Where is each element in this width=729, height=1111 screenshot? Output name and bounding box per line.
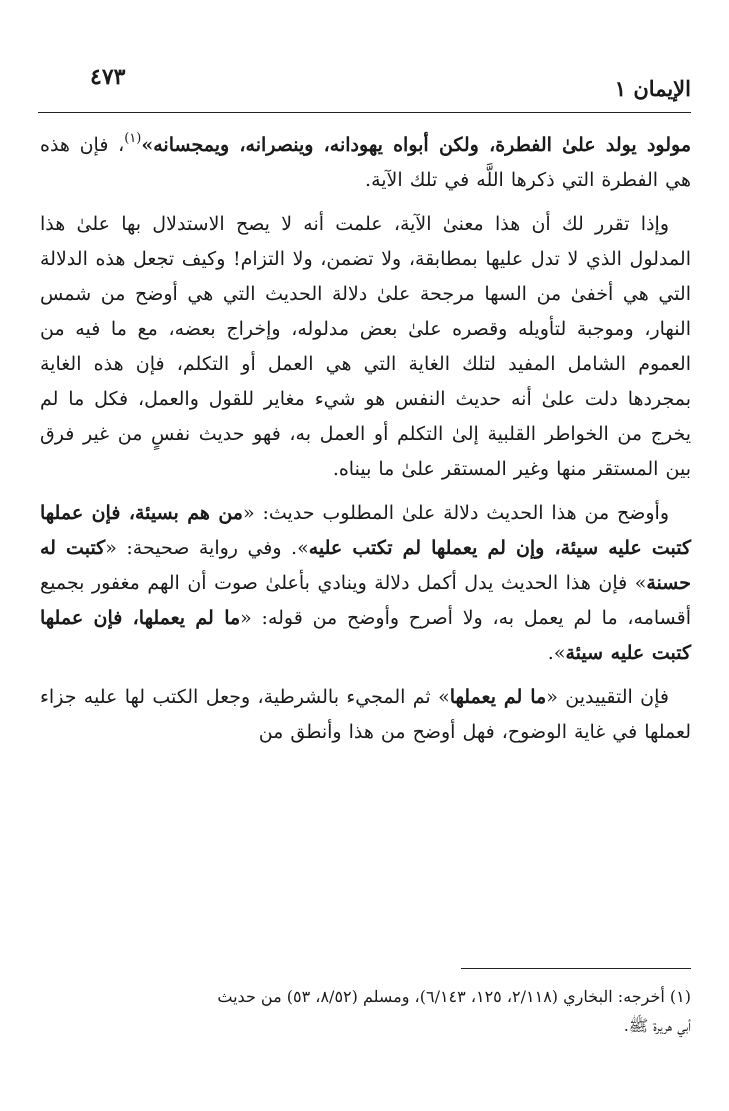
hadith-quote: ما لم يعملها [449,686,547,708]
footnote-1 [60,982,691,1040]
hadith-quote: كتبت له حسنة [40,537,691,594]
paragraph-2 [40,207,691,487]
paragraph-text: » فإن هذا الحديث يدل أكمل دلالة وينادي بأعلىٰ صوت أن الهم مغفور بجميع أقسامه، ما لم يعمل به، ولا أصرح وأوضح من قوله: « [40,572,691,629]
page-number: ٤٧٣ [90,64,126,90]
paragraph-text: فإن التقييدين « [546,686,670,708]
header-divider [38,112,691,113]
paragraph-text: » ثم المجيء بالشرطية، وجعل الكتب لها عليه جزاء لعملها في غاية الوضوح، فهل أوضح من هذا وأنطق من [40,686,691,743]
footnote-reference: (١) [124,131,142,146]
paragraph-text: ». وفي رواية صحيحة: « [105,537,309,559]
paragraph-3 [40,496,691,671]
footnote-text: أبي هريرة ﷺ. [623,1016,691,1035]
footnotes [60,982,691,1040]
footnote-text: (١) أخرجه: البخاري (٢/١١٨، ١٢٥، ٦/١٤٣)، ومسلم (٨/٥٢، ٥٣) من حديث [217,987,691,1006]
hadith-quote: مولود يولد علىٰ الفطرة، ولكن أبواه يهودانه، وينصرانه، ويمجسانه» [141,134,691,156]
footnote-divider [461,968,691,969]
paragraph-text: ، فإن هذه هي الفطرة التي ذكرها اللَّه في تلك الآية. [40,134,691,191]
paragraph-text: وأوضح من هذا الحديث دلالة علىٰ المطلوب حديث: « [243,502,669,524]
main-text [40,128,691,750]
paragraph-1 [40,128,691,198]
running-title: الإيمان ١ [614,76,691,101]
hadith-quote: من هم بسيئة، فإن عملها كتبت عليه سيئة، وإن لم يعملها لم تكتب عليه [40,502,692,559]
hadith-quote: ما لم يعملها، فإن عملها كتبت عليه سيئة [40,607,691,664]
paragraph-4 [40,680,691,750]
paragraph-text: وإذا تقرر لك أن هذا معنىٰ الآية، علمت أنه لا يصح الاستدلال بها علىٰ هذا المدلول الذي لا تدل عليها بمطابقة، ولا تضمن، ولا التزام! وكيف تجعل هذه الدلالة التي هي أخفىٰ من السها مرجحة علىٰ دلالة الحديث التي هي أوضح من شمس النهار، وموجبة لتأويله وقصره علىٰ بعض مدلوله، وإخراج بعضه، مع ما فيه من العموم الشامل المفيد لتلك الغاية التي هي العمل أو التكلم، فإن هذه الغاية بمجردها دلت علىٰ أنه حديث النفس هو شيء مغاير للقول والعمل، فكل ما لم يخرج من الخواطر القلبية إلىٰ التكلم أو العمل به، فهو حديث نفسٍ من غير فرق بين المستقر منها وغير المستقر علىٰ ما بيناه. [40,213,691,480]
paragraph-text: ». [547,642,566,664]
